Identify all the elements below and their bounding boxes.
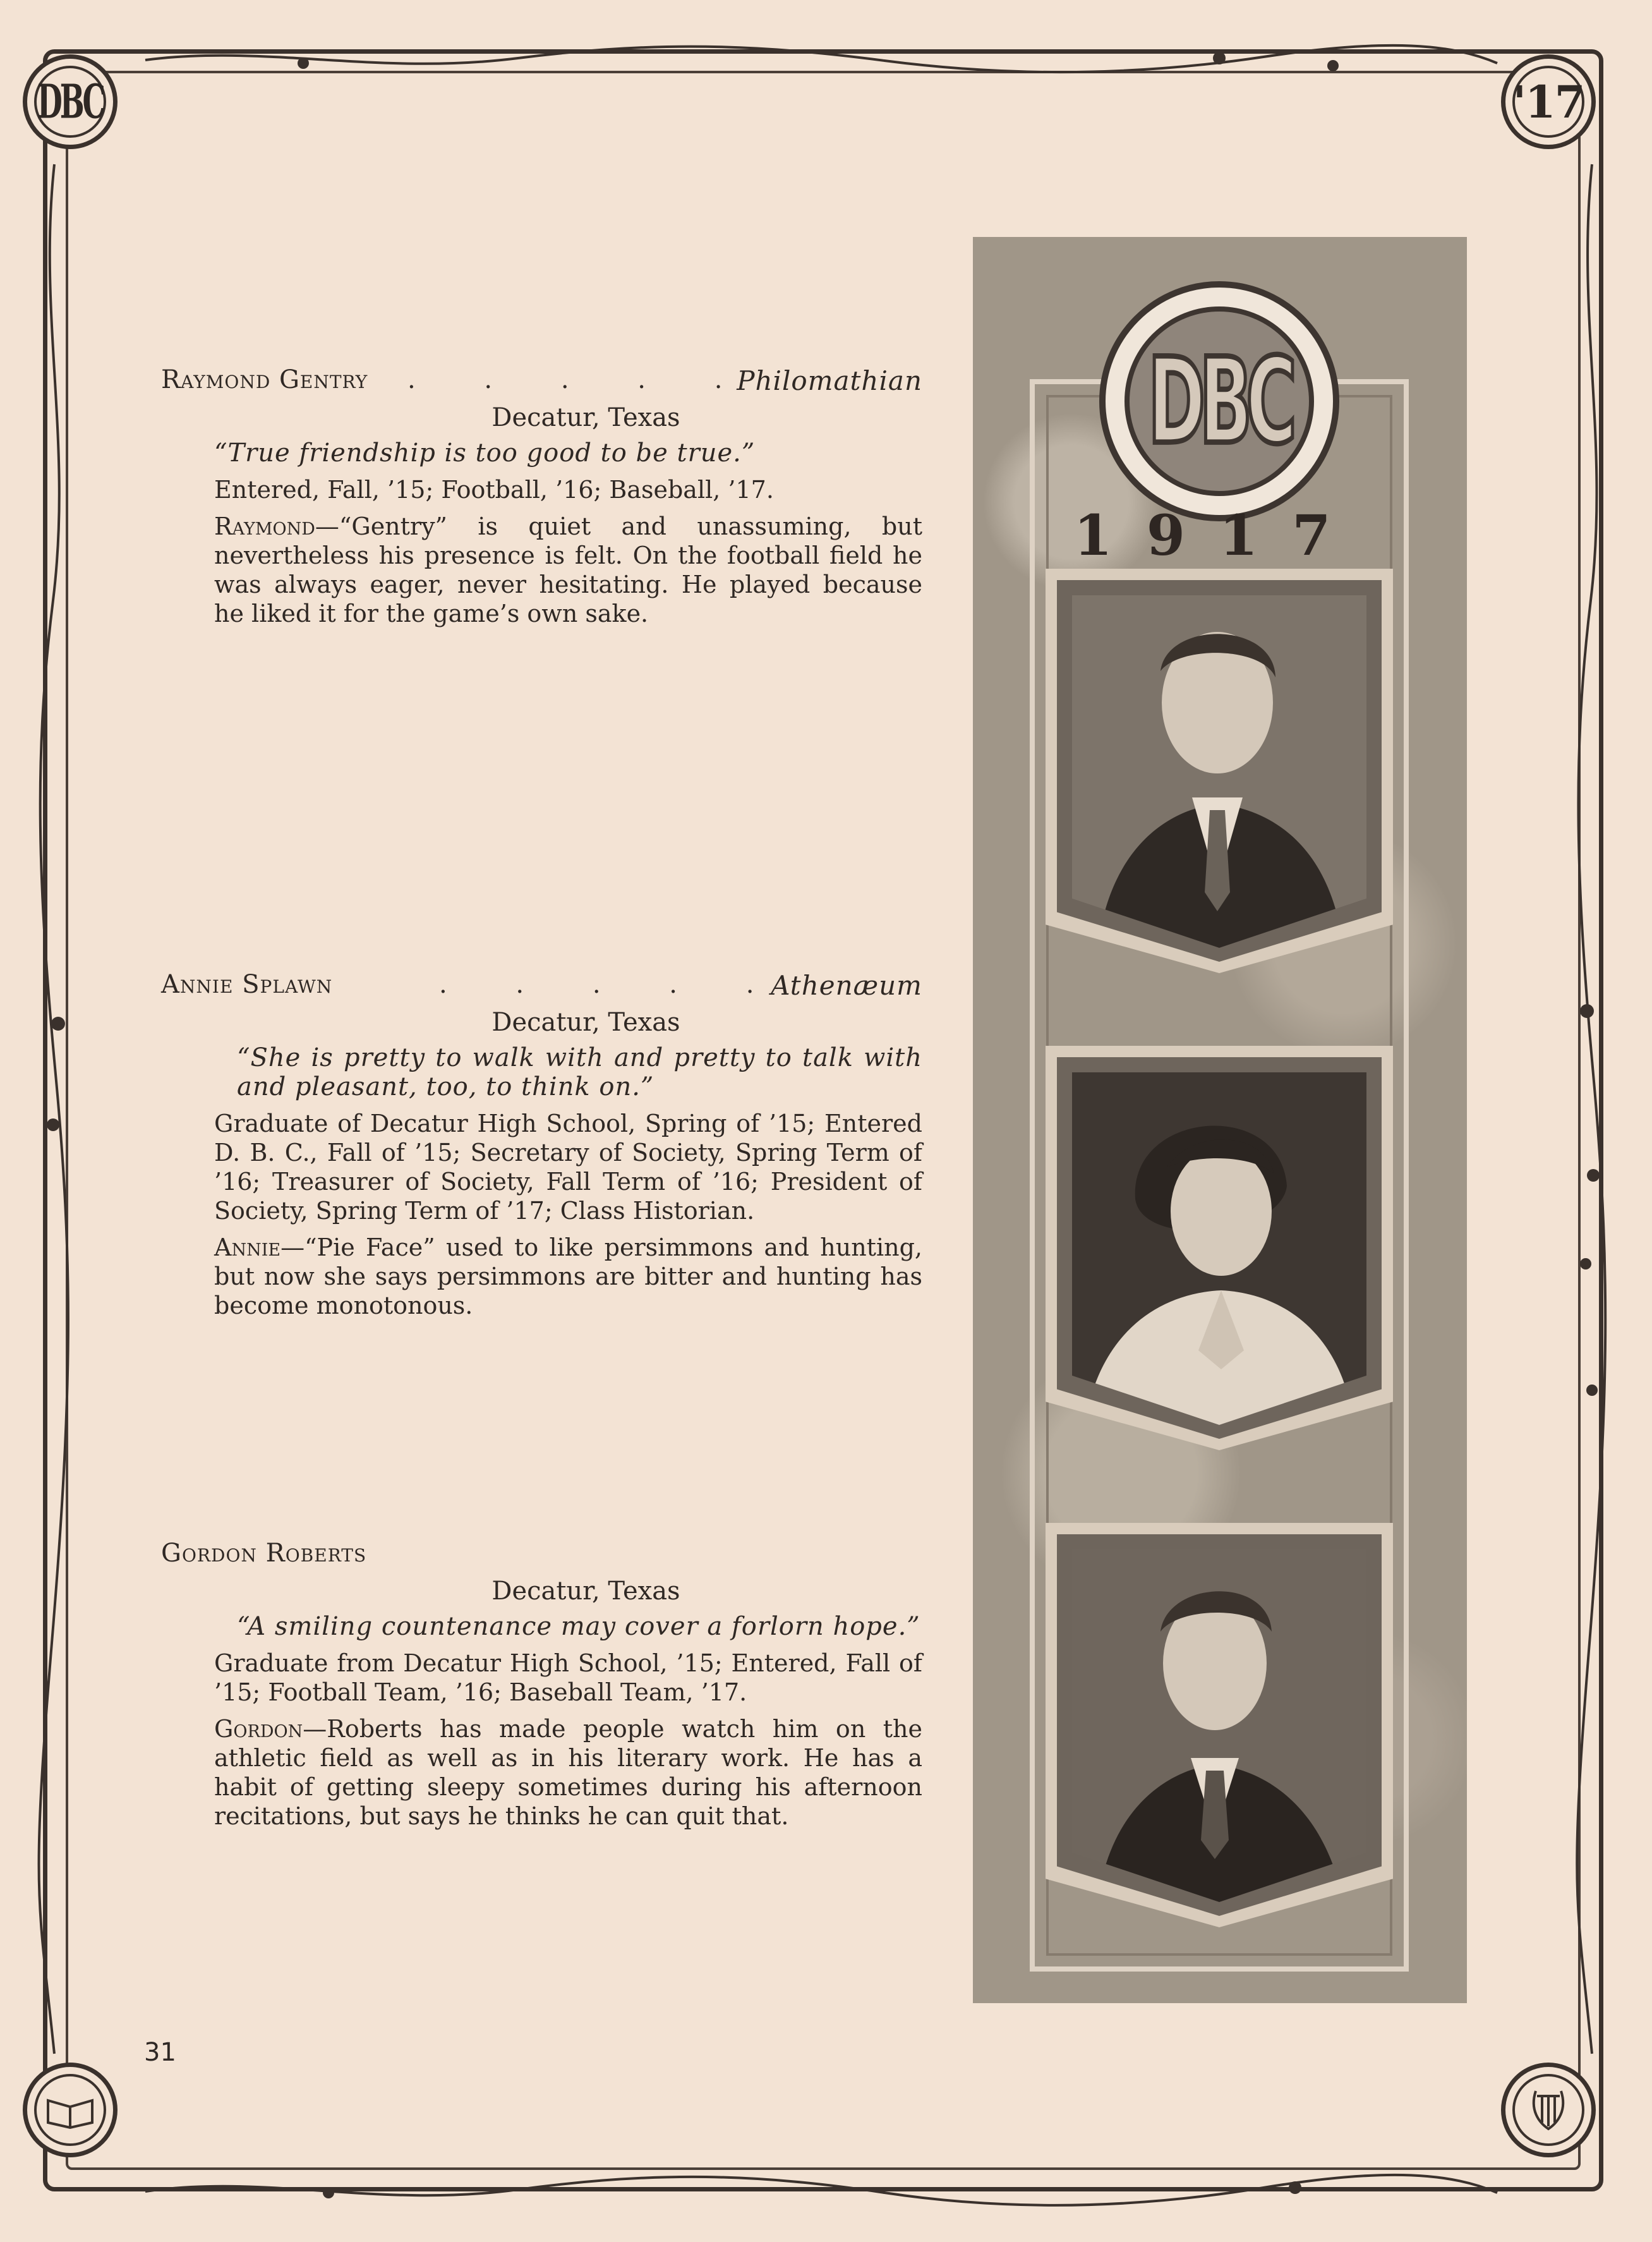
record: Entered, Fall, ’15; Football, ’16; Baseball, ’17.	[214, 476, 774, 504]
page-number: 31	[144, 2038, 176, 2067]
year-corner-ring	[1512, 66, 1584, 138]
year-corner-medallion	[1501, 54, 1596, 149]
student-name: Raymond Gentry	[161, 365, 368, 394]
dbc-corner-text: DBC	[37, 74, 104, 130]
lyre-icon-ring	[1512, 2074, 1584, 2146]
portrait-man-icon	[1072, 1549, 1366, 1902]
motto: “She is pretty to walk with and pretty to talk with and pleasant, too, to think on.”	[237, 1043, 922, 1101]
hometown: Decatur, Texas	[491, 1008, 680, 1037]
dbc-corner-medallion	[23, 54, 118, 149]
remark-text: —“Gentry” is quiet and unassuming, but nevertheless his presence is felt. On the football field he was always eager, never hesitating. He played because he liked it for the game’s own sake.	[214, 512, 922, 627]
dbc-seal-text: DBC	[1148, 332, 1291, 470]
remark-text: —Roberts has made people watch him on the athletic field as well as in his literary work. He has a habit of getting sleepy sometimes during his afternoon recitations, but says he thinks he can quit that.	[214, 1715, 922, 1830]
portrait-photo	[1072, 595, 1366, 948]
year-corner-text: '17	[1512, 75, 1584, 128]
dbc-corner-ring	[34, 66, 106, 138]
motto: “A smiling countenance may cover a forlorn hope.”	[237, 1612, 920, 1641]
dbc-seal	[1099, 281, 1339, 521]
dbc-seal-inner	[1124, 306, 1314, 496]
portrait-gordon-roberts	[1046, 1523, 1393, 1927]
class-year: 1917	[1073, 502, 1365, 568]
portrait-photo	[1072, 1072, 1366, 1425]
literary-society: Athenæum	[771, 970, 922, 1001]
book-icon-ring	[34, 2074, 106, 2146]
leader-dots: . . . . .	[407, 365, 753, 394]
student-entry-annie-splawn	[161, 970, 922, 1320]
student-entry-gordon-roberts	[161, 1539, 922, 1831]
hometown: Decatur, Texas	[491, 403, 680, 432]
remark	[214, 1233, 922, 1320]
lyre-symbol-icon	[1529, 2085, 1567, 2135]
student-name: Gordon Roberts	[161, 1539, 367, 1568]
nickname: Annie	[214, 1233, 281, 1261]
portrait-man-icon	[1072, 595, 1366, 948]
book-icon	[23, 2063, 118, 2157]
entry-heading	[161, 1539, 922, 1577]
record: Graduate from Decatur High School, ’15; Entered, Fall of ’15; Football Team, ’16; Baseball Team, ’17.	[214, 1649, 922, 1706]
portrait-photo	[1072, 1549, 1366, 1902]
open-book-icon	[45, 2091, 95, 2129]
nickname: Raymond	[214, 512, 315, 540]
remark	[214, 512, 922, 628]
portrait-woman-icon	[1072, 1072, 1366, 1425]
student-name: Annie Splawn	[161, 970, 333, 999]
literary-society: Philomathian	[737, 365, 922, 396]
lyre-icon	[1501, 2063, 1596, 2157]
entry-heading	[161, 365, 922, 403]
leader-dots: . . . . .	[439, 970, 785, 999]
portrait-panel	[973, 237, 1467, 2003]
entry-heading	[161, 970, 922, 1008]
portrait-raymond-gentry	[1046, 569, 1393, 973]
student-entry-raymond-gentry	[161, 365, 922, 628]
remark-text: —“Pie Face” used to like persimmons and hunting, but now she says persimmons are bitter and hunting has become monotonous.	[214, 1233, 922, 1319]
portrait-annie-splawn	[1046, 1046, 1393, 1450]
remark	[214, 1714, 922, 1831]
nickname: Gordon	[214, 1715, 303, 1743]
motto: “True friendship is too good to be true.”	[214, 439, 756, 468]
record: Graduate of Decatur High School, Spring of ’15; Entered D. B. C., Fall of ’15; Secretary of Society, Spring Term of ’16; Treasurer of Society, Fall Term of ’16; President of Society, Spring Term of ’17; Class Historian.	[214, 1110, 922, 1225]
hometown: Decatur, Texas	[491, 1577, 680, 1606]
